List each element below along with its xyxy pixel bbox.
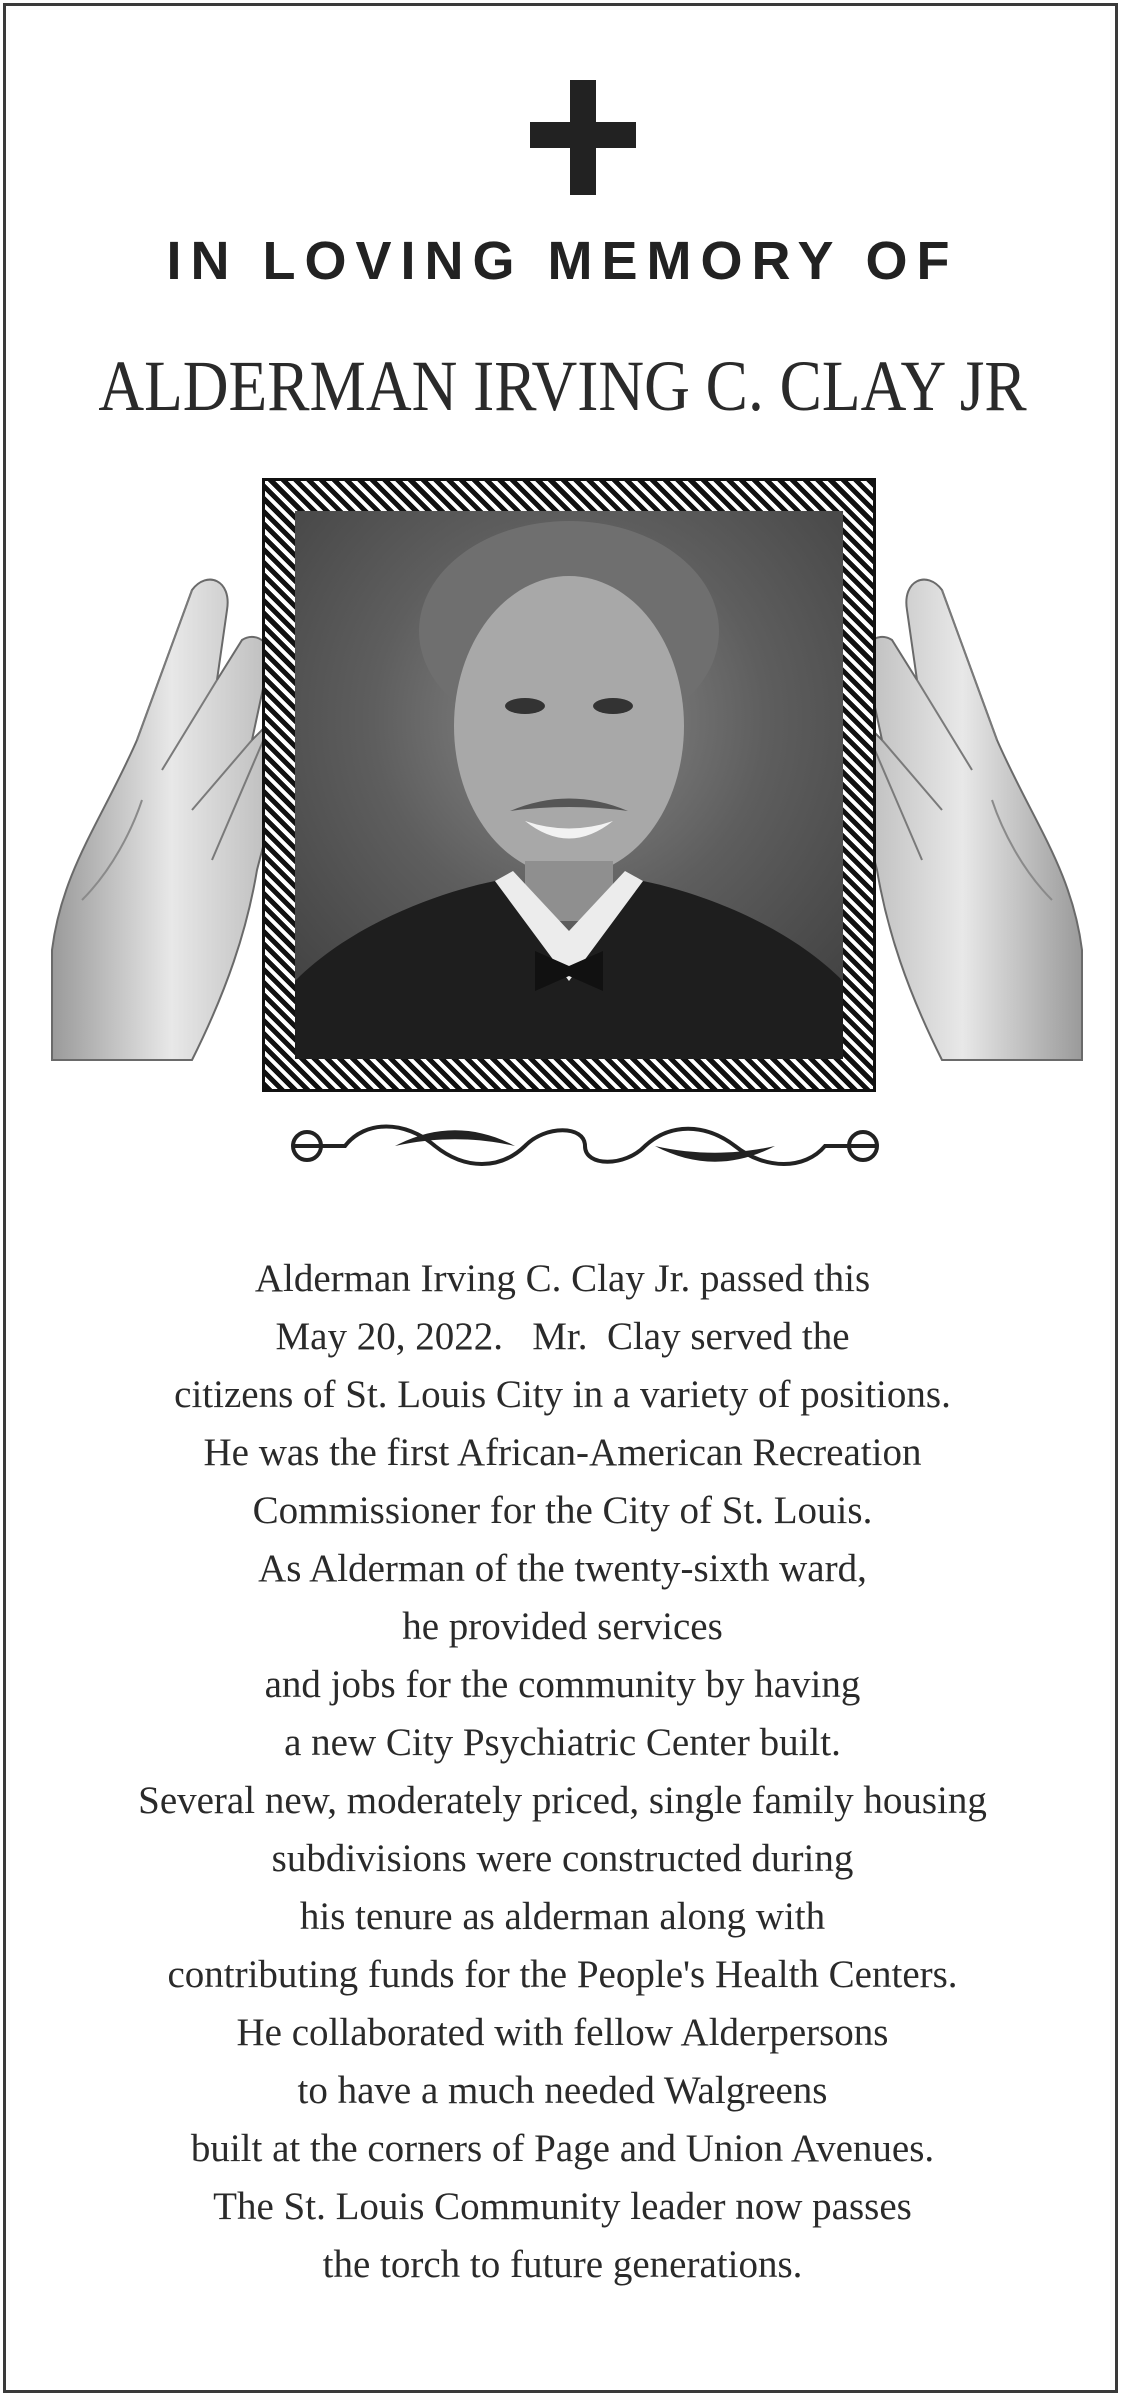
text-line: citizens of St. Louis City in a variety of positions.	[174, 1373, 951, 1416]
text-line: Several new, moderately priced, single family housing	[138, 1779, 987, 1822]
text-line: He collaborated with fellow Alderpersons	[236, 2011, 889, 2054]
flourish-divider-icon	[285, 1115, 885, 1177]
portrait-photo	[295, 511, 843, 1059]
text-line: and jobs for the community by having	[264, 1663, 861, 1706]
obituary-text	[40, 1250, 1085, 2294]
text-line: built at the corners of Page and Union Avenues.	[190, 2127, 935, 2170]
text-line: a new City Psychiatric Center built.	[284, 1721, 841, 1764]
text-line: May 20, 2022. Mr. Clay served the	[275, 1315, 850, 1358]
text-line: Commissioner for the City of St. Louis.	[252, 1489, 873, 1532]
deceased-name: ALDERMAN IRVING C. CLAY JR	[98, 346, 1027, 426]
text-line: He was the first African-American Recreation	[203, 1431, 922, 1474]
text-line: the torch to future generations.	[322, 2243, 803, 2286]
text-line: The St. Louis Community leader now passes	[213, 2185, 912, 2228]
text-line: his tenure as alderman along with	[299, 1895, 826, 1938]
text-line: to have a much needed Walgreens	[297, 2069, 828, 2112]
text-line: contributing funds for the People's Health Centers.	[167, 1953, 958, 1996]
text-line: he provided services	[402, 1605, 723, 1648]
cross-icon	[530, 80, 636, 195]
text-line: As Alderman of the twenty-sixth ward,	[258, 1547, 867, 1590]
portrait-frame	[262, 478, 876, 1092]
text-line: Alderman Irving C. Clay Jr. passed this	[254, 1257, 871, 1300]
text-line: subdivisions were constructed during	[271, 1837, 854, 1880]
memorial-heading: IN LOVING MEMORY OF	[166, 231, 959, 291]
